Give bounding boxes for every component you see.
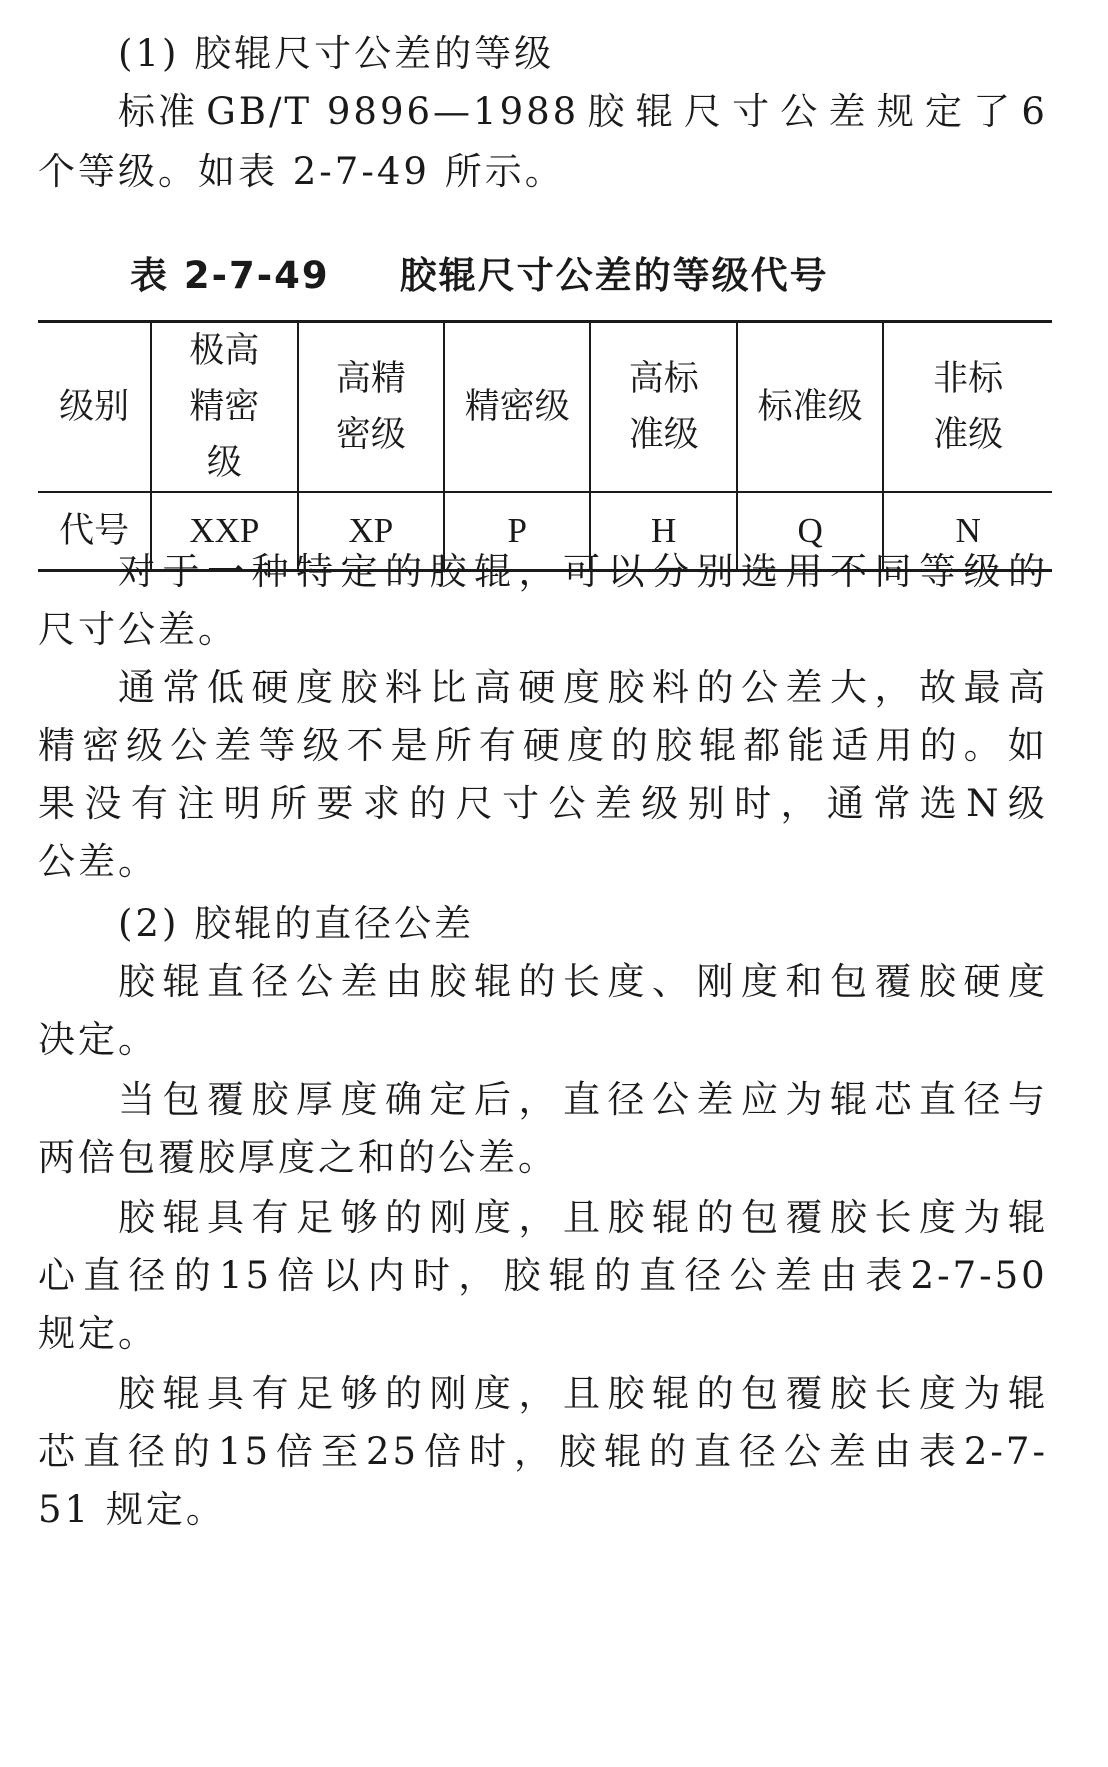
text-token: 要 bbox=[316, 782, 357, 825]
text-token: 差 bbox=[774, 1254, 815, 1297]
text-token: 公 bbox=[783, 1430, 824, 1473]
text-token: 胶 bbox=[607, 1372, 648, 1415]
text-token: 胶 bbox=[503, 1254, 544, 1297]
text-token: 有 bbox=[251, 1372, 292, 1415]
text-token: 差 bbox=[214, 724, 255, 767]
section-heading-2: (2) 胶辊的直径公差 bbox=[118, 902, 475, 945]
text-token: 25 bbox=[365, 1430, 420, 1473]
text-token: 公 bbox=[652, 1078, 692, 1121]
text-token: 的 bbox=[919, 724, 960, 767]
table-header-cell: 高标准级 bbox=[590, 322, 736, 493]
text-token: 选 bbox=[741, 550, 781, 593]
paragraph-3-line-2 bbox=[38, 722, 1048, 770]
text-token: 定 bbox=[924, 90, 965, 133]
text-token: 为 bbox=[963, 1372, 1004, 1415]
paragraph-4-line-1 bbox=[118, 958, 1048, 1006]
text-token: 度 bbox=[919, 1196, 959, 1239]
text-token: ， bbox=[518, 1196, 559, 1239]
text-token: 直 bbox=[639, 1254, 680, 1297]
text-token: 胶 bbox=[919, 960, 959, 1003]
table-header-cell: 级别 bbox=[38, 322, 151, 493]
table-cell: N bbox=[955, 511, 981, 550]
text-token: 硬 bbox=[963, 960, 1004, 1003]
table-title: 胶辊尺寸公差的等级代号 bbox=[399, 254, 829, 297]
text-token: 足 bbox=[296, 1372, 336, 1415]
table-cell: XP bbox=[298, 492, 444, 571]
text-token: 硬 bbox=[518, 666, 559, 709]
text-token: 的 bbox=[1008, 550, 1048, 593]
text-token: 用 bbox=[875, 724, 916, 767]
paragraph-3-line-4: 公差。 bbox=[38, 840, 158, 883]
text-token: 包 bbox=[741, 1196, 781, 1239]
text-token: 最 bbox=[963, 666, 1004, 709]
text-token: 直 bbox=[919, 1078, 959, 1121]
text-token: 长 bbox=[874, 1196, 915, 1239]
text-token: 刚 bbox=[696, 960, 737, 1003]
text-token: 特 bbox=[296, 550, 336, 593]
text-token: 料 bbox=[385, 666, 425, 709]
text-token: 直 bbox=[207, 960, 247, 1003]
table-header-cell: 标准级 bbox=[737, 322, 883, 493]
paragraph-6-line-2 bbox=[38, 1252, 1048, 1300]
text-token: 级 bbox=[963, 550, 1004, 593]
text-token: ， bbox=[780, 782, 821, 825]
text-token: 公 bbox=[296, 960, 336, 1003]
text-token: 覆 bbox=[207, 1078, 247, 1121]
text-token: 硬 bbox=[522, 724, 563, 767]
text-token: 表 bbox=[865, 1254, 906, 1297]
text-token: 料 bbox=[652, 666, 692, 709]
text-token: 差 bbox=[828, 90, 869, 133]
table-cell: XXP bbox=[151, 492, 297, 571]
text-token: 芯 bbox=[874, 1078, 915, 1121]
text-token: ， bbox=[458, 1254, 499, 1297]
table-number: 表 2-7-49 bbox=[130, 254, 330, 297]
text-token: 于 bbox=[162, 550, 203, 593]
text-token: 。 bbox=[963, 724, 1004, 767]
text-token: 的 bbox=[518, 960, 559, 1003]
text-token: 芯 bbox=[38, 1430, 78, 1473]
paragraph-7-line-3: 51 规定。 bbox=[38, 1488, 226, 1531]
text-token: 差 bbox=[828, 1430, 869, 1473]
table-caption bbox=[130, 252, 829, 300]
table-header-cell: 非标准级 bbox=[883, 322, 1052, 493]
text-token: 辊 bbox=[604, 1430, 644, 1473]
text-token: 由 bbox=[873, 1430, 914, 1473]
text-token: 胶 bbox=[655, 724, 696, 767]
text-token: 辊 bbox=[548, 1254, 589, 1297]
text-token: 径 bbox=[963, 1078, 1004, 1121]
text-token: 径 bbox=[607, 1078, 648, 1121]
text-token: 覆 bbox=[785, 1196, 826, 1239]
text-token: 具 bbox=[207, 1372, 247, 1415]
section-heading-1: (1) 胶辊尺寸公差的等级 bbox=[118, 32, 555, 75]
paragraph-7-line-2 bbox=[38, 1428, 1048, 1476]
text-token: N bbox=[966, 782, 1002, 825]
text-token: 确 bbox=[385, 1078, 425, 1121]
text-token: 15 bbox=[218, 1254, 273, 1297]
text-token: GB/T 9896—1988 bbox=[206, 90, 580, 133]
text-token: 辊 bbox=[1008, 1196, 1048, 1239]
text-token: 胶 bbox=[830, 1196, 870, 1239]
text-token: 定 bbox=[340, 550, 381, 593]
text-token: 的 bbox=[696, 1196, 737, 1239]
text-token: 度 bbox=[563, 666, 603, 709]
text-token: 求 bbox=[362, 782, 403, 825]
text-token: 度 bbox=[1008, 960, 1048, 1003]
text-token: 规 bbox=[876, 90, 917, 133]
text-token: 胶 bbox=[607, 1196, 648, 1239]
text-token: 径 bbox=[684, 1254, 725, 1297]
text-token: 果 bbox=[38, 782, 78, 825]
text-token: 的 bbox=[173, 1254, 214, 1297]
text-token: 差 bbox=[785, 666, 826, 709]
text-token: 级 bbox=[1007, 782, 1048, 825]
text-token: 为 bbox=[963, 1196, 1004, 1239]
text-token: 不 bbox=[830, 550, 870, 593]
text-token: 的 bbox=[172, 1430, 213, 1473]
text-token: 有 bbox=[251, 1196, 292, 1239]
text-token: ， bbox=[874, 666, 915, 709]
text-token: 、 bbox=[652, 960, 692, 1003]
text-token: 没 bbox=[84, 782, 125, 825]
text-token: 别 bbox=[696, 550, 737, 593]
table-cell: 代号 bbox=[38, 492, 151, 571]
paragraph-5-line-2: 两倍包覆胶厚度之和的公差。 bbox=[38, 1136, 558, 1179]
text-token: 够 bbox=[340, 1372, 381, 1415]
text-token: 辊 bbox=[162, 1196, 203, 1239]
text-token: 辊 bbox=[474, 960, 514, 1003]
text-token: 用 bbox=[785, 550, 826, 593]
text-token: 注 bbox=[177, 782, 218, 825]
paragraph-1-line-2: 个等级。如表 2-7-49 所示。 bbox=[38, 150, 565, 193]
text-token: 一 bbox=[207, 550, 247, 593]
text-token: 辊 bbox=[652, 1196, 692, 1239]
text-token: 公 bbox=[548, 782, 589, 825]
table-header-cell: 极高精密级 bbox=[151, 322, 297, 493]
text-token: 倍 bbox=[424, 1430, 465, 1473]
text-token: 是 bbox=[390, 724, 431, 767]
text-token: 辊 bbox=[635, 90, 676, 133]
text-token: 后 bbox=[474, 1078, 514, 1121]
text-token: 以 bbox=[322, 1254, 363, 1297]
text-token: 分 bbox=[652, 550, 692, 593]
text-token: 度 bbox=[296, 666, 336, 709]
paragraph-2-line-2: 尺寸公差。 bbox=[38, 608, 238, 651]
text-token: 心 bbox=[38, 1254, 78, 1297]
text-token: 至 bbox=[321, 1430, 361, 1473]
text-token: 适 bbox=[831, 724, 872, 767]
text-token: 的 bbox=[696, 1372, 737, 1415]
table-header-row bbox=[38, 322, 1052, 493]
text-token: 胶 bbox=[429, 960, 470, 1003]
text-token: 选 bbox=[919, 782, 960, 825]
text-token: 胶 bbox=[340, 666, 381, 709]
text-token: 够 bbox=[340, 1196, 381, 1239]
text-token: 的 bbox=[385, 1372, 425, 1415]
table-header-cell: 精密级 bbox=[444, 322, 590, 493]
text-token: 辊 bbox=[162, 1372, 203, 1415]
text-token: 时 bbox=[412, 1254, 453, 1297]
text-token: 刚 bbox=[429, 1372, 470, 1415]
text-token: 倍 bbox=[276, 1430, 317, 1473]
paragraph-3-line-1 bbox=[118, 664, 1048, 712]
text-token: 以 bbox=[607, 550, 648, 593]
text-token: 同 bbox=[874, 550, 915, 593]
text-token: 胶 bbox=[251, 1078, 292, 1121]
text-token: 明 bbox=[223, 782, 264, 825]
text-token: 由 bbox=[820, 1254, 861, 1297]
text-token: 胶 bbox=[607, 666, 648, 709]
text-token: 包 bbox=[830, 960, 870, 1003]
paragraph-6-line-3: 规定。 bbox=[38, 1312, 158, 1355]
text-token: 大 bbox=[830, 666, 870, 709]
text-token: 公 bbox=[729, 1254, 770, 1297]
text-token: 的 bbox=[385, 550, 425, 593]
text-token: 的 bbox=[409, 782, 450, 825]
text-token: 辊 bbox=[652, 1372, 692, 1415]
text-token: 公 bbox=[170, 724, 211, 767]
text-token: 表 bbox=[918, 1430, 959, 1473]
text-token: 有 bbox=[478, 724, 519, 767]
text-token: 厚 bbox=[296, 1078, 336, 1121]
text-token: 辊 bbox=[699, 724, 740, 767]
text-token: 度 bbox=[566, 724, 607, 767]
text-token: 辊 bbox=[1008, 1372, 1048, 1415]
text-token: 覆 bbox=[785, 1372, 826, 1415]
paragraph-3-line-3 bbox=[38, 780, 1048, 828]
text-token: 差 bbox=[594, 782, 635, 825]
text-token: 度 bbox=[474, 1196, 514, 1239]
table-cell: H bbox=[590, 492, 736, 571]
text-token: 通 bbox=[826, 782, 867, 825]
text-token: 寸 bbox=[732, 90, 773, 133]
text-token: 刚 bbox=[429, 1196, 470, 1239]
text-token: 级 bbox=[126, 724, 167, 767]
text-token: 时 bbox=[469, 1430, 510, 1473]
text-token: 度 bbox=[474, 1372, 514, 1415]
text-token: 度 bbox=[607, 960, 648, 1003]
text-token: 可 bbox=[563, 550, 603, 593]
text-token: 为 bbox=[785, 1078, 826, 1121]
text-token: 胶 bbox=[830, 1372, 870, 1415]
text-token: 与 bbox=[1008, 1078, 1048, 1121]
text-token: 差 bbox=[340, 960, 381, 1003]
text-token: 2-7-50 bbox=[910, 1254, 1048, 1297]
text-token: 时 bbox=[734, 782, 775, 825]
text-token: ， bbox=[518, 1078, 559, 1121]
text-token: 所 bbox=[434, 724, 475, 767]
text-token: 度 bbox=[340, 1078, 381, 1121]
paragraph-2-line-1 bbox=[118, 548, 1048, 596]
text-token: 胶 bbox=[429, 550, 470, 593]
text-token: 和 bbox=[785, 960, 826, 1003]
text-token: 胶 bbox=[587, 90, 628, 133]
text-token: 覆 bbox=[874, 960, 915, 1003]
text-token: 级 bbox=[302, 724, 343, 767]
text-token: 对 bbox=[118, 550, 158, 593]
text-token: 胶 bbox=[118, 1196, 158, 1239]
text-token: 能 bbox=[787, 724, 828, 767]
text-token: 辊 bbox=[830, 1078, 870, 1121]
paragraph-1-line-1 bbox=[118, 88, 1048, 136]
text-token: 定 bbox=[429, 1078, 470, 1121]
paragraph-6-line-1 bbox=[118, 1194, 1048, 1242]
text-token: 辊 bbox=[474, 550, 514, 593]
text-token: 尺 bbox=[455, 782, 496, 825]
text-token: 2-7- bbox=[963, 1430, 1048, 1473]
text-token: 径 bbox=[251, 960, 292, 1003]
text-token: 胶 bbox=[118, 1372, 158, 1415]
text-token: 当 bbox=[118, 1078, 158, 1121]
text-token: 级 bbox=[641, 782, 682, 825]
text-token: 所 bbox=[270, 782, 311, 825]
text-token: 度 bbox=[741, 960, 781, 1003]
text-token: 公 bbox=[741, 666, 781, 709]
text-token: 胶 bbox=[559, 1430, 600, 1473]
text-token: 直 bbox=[563, 1078, 603, 1121]
text-token: 长 bbox=[874, 1372, 915, 1415]
text-token: 常 bbox=[162, 666, 203, 709]
table-cell: Q bbox=[737, 492, 883, 571]
text-token: 且 bbox=[563, 1372, 603, 1415]
text-token: 高 bbox=[1008, 666, 1048, 709]
text-token: 的 bbox=[593, 1254, 634, 1297]
text-token: ， bbox=[518, 550, 559, 593]
text-token: 的 bbox=[648, 1430, 689, 1473]
text-token: 如 bbox=[1007, 724, 1048, 767]
text-token: 寸 bbox=[502, 782, 543, 825]
text-token: 别 bbox=[687, 782, 728, 825]
text-token: 15 bbox=[217, 1430, 272, 1473]
text-token: 公 bbox=[780, 90, 821, 133]
text-token: 应 bbox=[741, 1078, 781, 1121]
text-token: 高 bbox=[474, 666, 514, 709]
text-token: 具 bbox=[207, 1196, 247, 1239]
text-token: 径 bbox=[127, 1430, 168, 1473]
text-token: 径 bbox=[128, 1254, 169, 1297]
text-token: 6 bbox=[1021, 90, 1048, 133]
table-cell: P bbox=[444, 492, 590, 571]
text-token: 故 bbox=[919, 666, 959, 709]
text-token: 常 bbox=[873, 782, 914, 825]
text-token: 直 bbox=[83, 1254, 124, 1297]
text-token: 标准 bbox=[118, 90, 198, 133]
text-token: 不 bbox=[346, 724, 387, 767]
text-token: 胶 bbox=[118, 960, 158, 1003]
text-token: 足 bbox=[296, 1196, 336, 1239]
text-token: 有 bbox=[130, 782, 171, 825]
text-token: 度 bbox=[919, 1372, 959, 1415]
text-token: 密 bbox=[82, 724, 123, 767]
text-token: 硬 bbox=[251, 666, 292, 709]
text-token: 的 bbox=[385, 1196, 425, 1239]
text-token: 低 bbox=[207, 666, 247, 709]
text-token: 了 bbox=[973, 90, 1014, 133]
text-token: 都 bbox=[743, 724, 784, 767]
text-token: 包 bbox=[741, 1372, 781, 1415]
text-token: 径 bbox=[738, 1430, 779, 1473]
text-token: 精 bbox=[38, 724, 78, 767]
text-token: ， bbox=[514, 1430, 555, 1473]
text-token: 比 bbox=[429, 666, 470, 709]
tolerance-grade-table bbox=[38, 320, 1052, 572]
text-token: 等 bbox=[919, 550, 959, 593]
text-token: 直 bbox=[82, 1430, 123, 1473]
table-header-cell: 高精密级 bbox=[298, 322, 444, 493]
text-token: 辊 bbox=[162, 960, 203, 1003]
text-token: 差 bbox=[696, 1078, 737, 1121]
text-token: 内 bbox=[367, 1254, 408, 1297]
text-token: 由 bbox=[385, 960, 425, 1003]
text-token: 种 bbox=[251, 550, 292, 593]
text-token: 且 bbox=[563, 1196, 603, 1239]
paragraph-7-line-1 bbox=[118, 1370, 1048, 1418]
paragraph-4-line-2: 决定。 bbox=[38, 1018, 158, 1061]
text-token: 尺 bbox=[683, 90, 724, 133]
text-token: 通 bbox=[118, 666, 158, 709]
text-token: 长 bbox=[563, 960, 603, 1003]
text-token: 的 bbox=[611, 724, 652, 767]
text-token: 等 bbox=[258, 724, 299, 767]
text-token: 包 bbox=[162, 1078, 203, 1121]
paragraph-5-line-1 bbox=[118, 1076, 1048, 1124]
text-token: 直 bbox=[693, 1430, 734, 1473]
text-token: ， bbox=[518, 1372, 559, 1415]
text-token: 倍 bbox=[277, 1254, 318, 1297]
text-token: 的 bbox=[696, 666, 737, 709]
